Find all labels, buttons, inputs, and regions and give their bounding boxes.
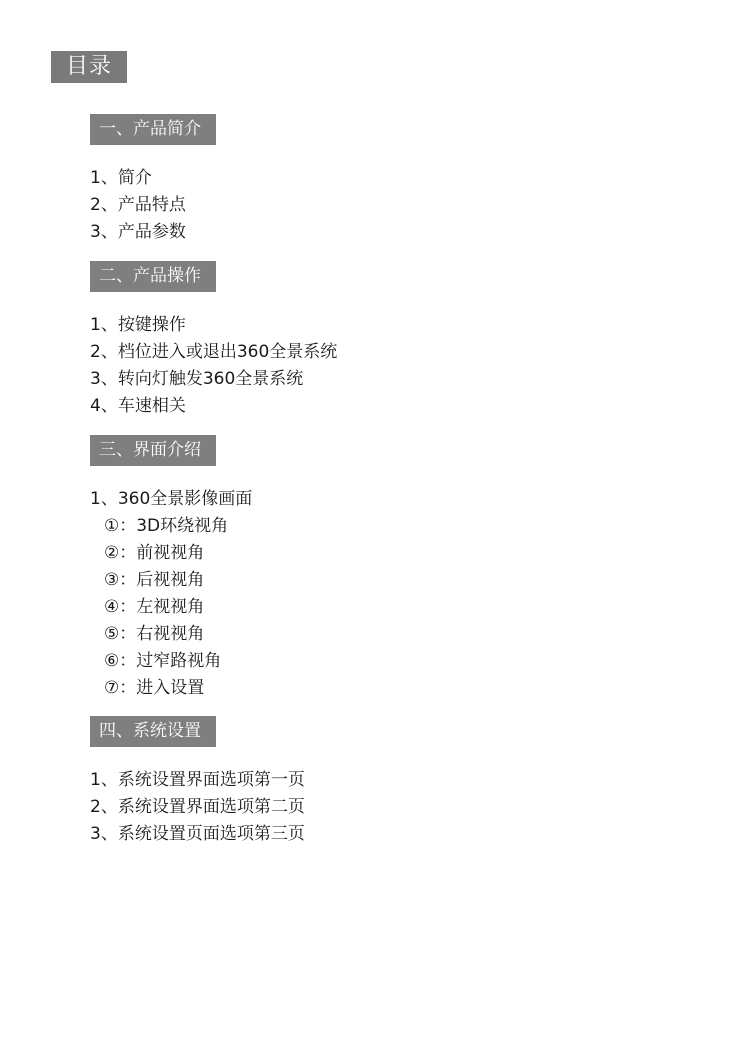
toc-title: 目录 xyxy=(51,51,127,83)
section-items xyxy=(90,165,216,246)
section-header: 三、界面介绍 xyxy=(90,435,216,466)
toc-item[interactable]: 3、转向灯触发360全景系统 xyxy=(90,369,304,389)
toc-subitem[interactable]: ⑤：右视视角 xyxy=(104,624,205,644)
section-system-settings xyxy=(90,716,305,848)
toc-item[interactable]: 1、简介 xyxy=(90,168,152,188)
toc-item[interactable]: 1、按键操作 xyxy=(90,315,186,335)
toc-item[interactable]: 3、系统设置页面选项第三页 xyxy=(90,824,305,844)
section-interface-intro xyxy=(90,435,252,702)
toc-subitem[interactable]: ②：前视视角 xyxy=(104,543,205,563)
section-product-operation xyxy=(90,261,337,420)
section-items xyxy=(90,486,252,702)
section-items xyxy=(90,312,337,420)
toc-subitem[interactable]: ④：左视视角 xyxy=(104,597,205,617)
section-items xyxy=(90,767,305,848)
toc-item[interactable]: 2、系统设置界面选项第二页 xyxy=(90,797,305,817)
toc-subitem[interactable]: ③：后视视角 xyxy=(104,570,205,590)
toc-subitem[interactable]: ⑥：过窄路视角 xyxy=(104,651,222,671)
section-product-intro xyxy=(90,114,216,246)
toc-item[interactable]: 4、车速相关 xyxy=(90,396,186,416)
toc-subitem[interactable]: ①：3D环绕视角 xyxy=(104,516,229,536)
toc-item[interactable]: 2、档位进入或退出360全景系统 xyxy=(90,342,338,362)
section-header: 四、系统设置 xyxy=(90,716,216,747)
toc-item[interactable]: 2、产品特点 xyxy=(90,195,186,215)
section-header: 一、产品简介 xyxy=(90,114,216,145)
toc-subitem[interactable]: ⑦：进入设置 xyxy=(104,678,205,698)
toc-item[interactable]: 1、系统设置界面选项第一页 xyxy=(90,770,305,790)
section-header: 二、产品操作 xyxy=(90,261,216,292)
toc-item[interactable]: 1、360全景影像画面 xyxy=(90,489,253,509)
toc-item[interactable]: 3、产品参数 xyxy=(90,222,186,242)
